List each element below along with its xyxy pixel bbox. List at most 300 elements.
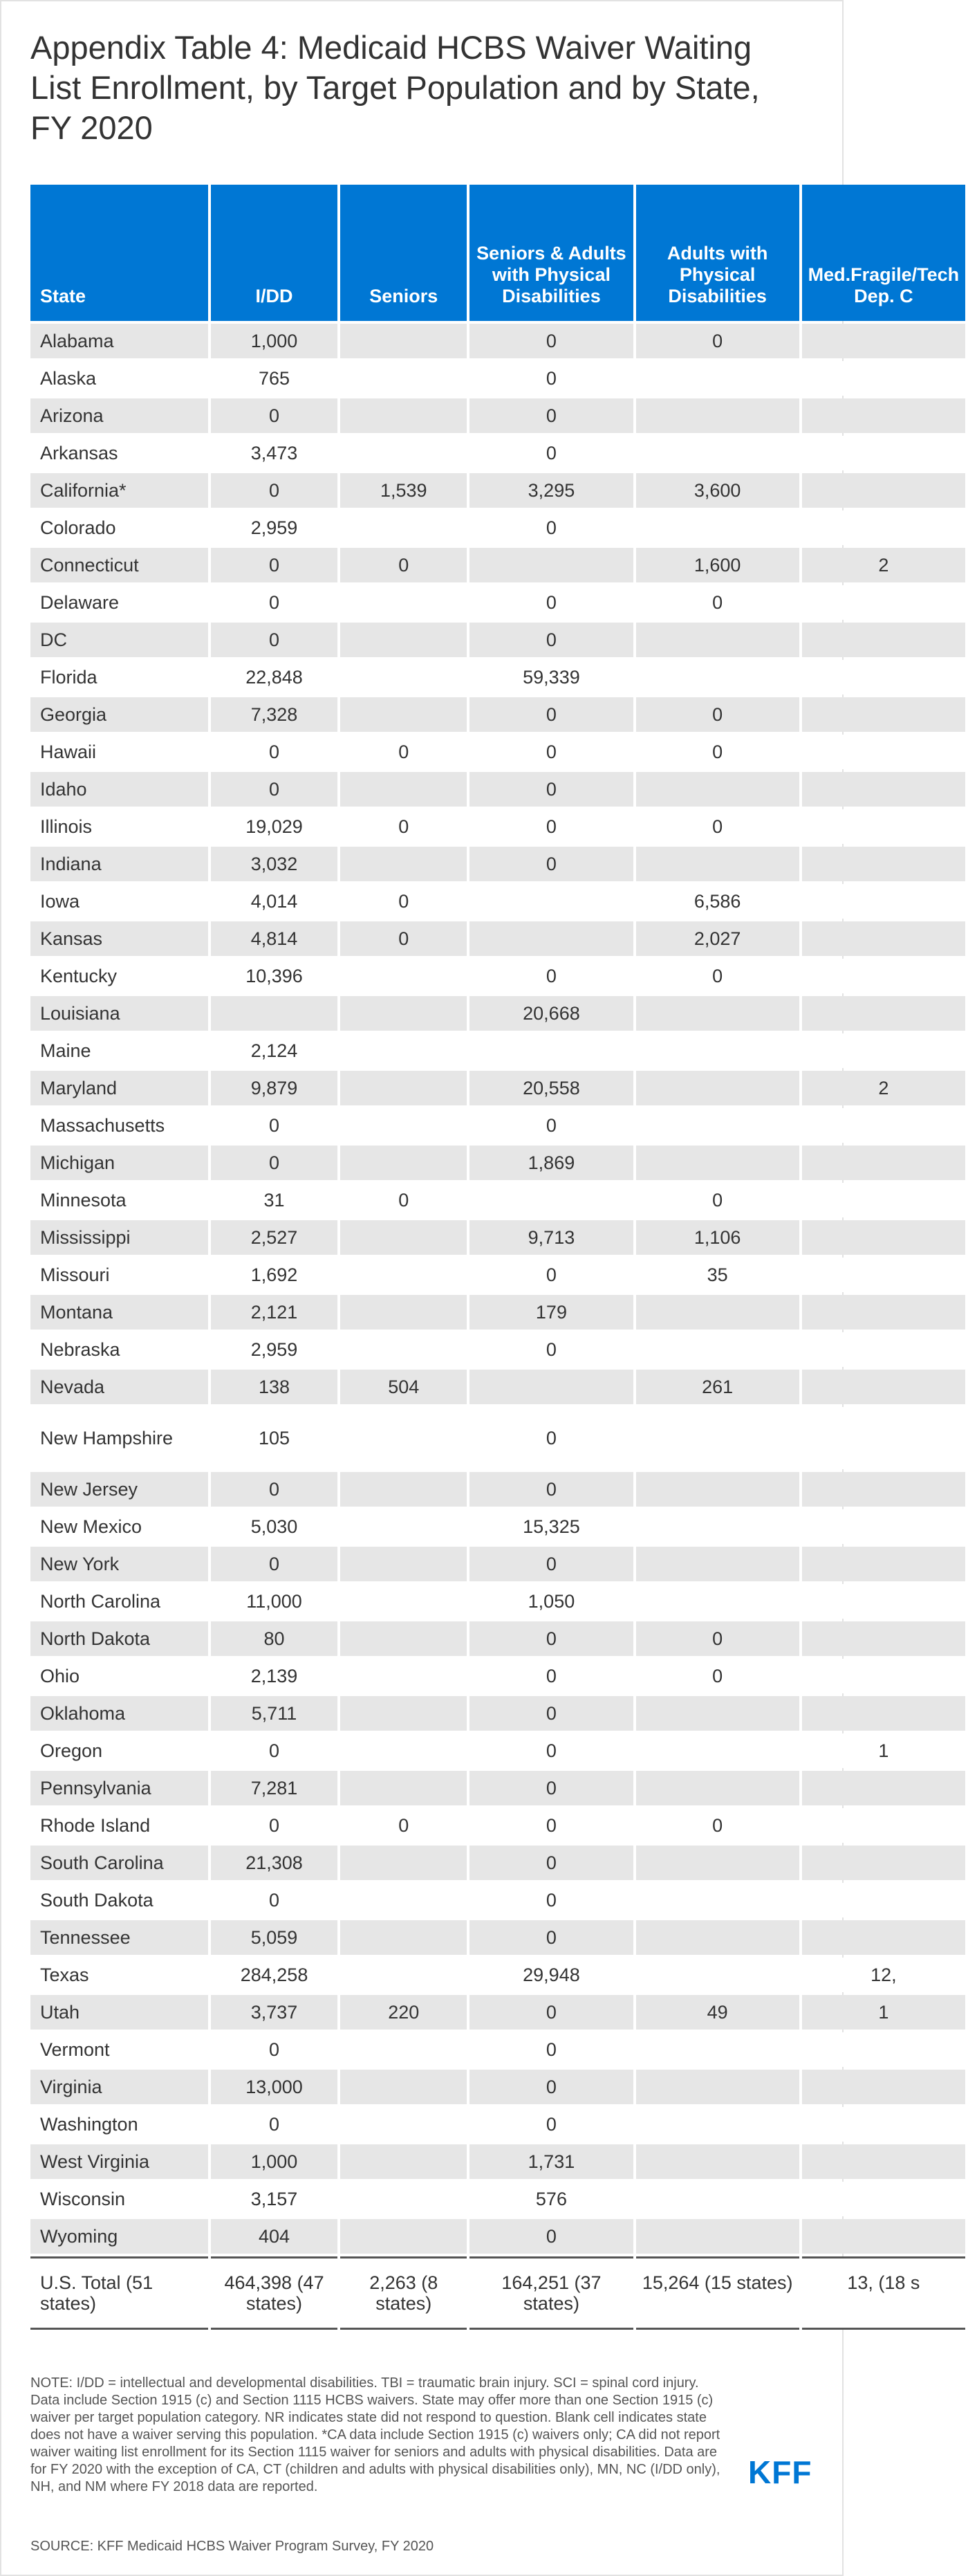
cell-med-fragile [802, 361, 965, 396]
cell-seniors [340, 660, 467, 694]
cell-idd: 13,000 [211, 2070, 337, 2104]
cell-idd: 4,814 [211, 921, 337, 956]
cell-adults-physical [636, 2107, 799, 2142]
table-row [30, 809, 965, 844]
cell-seniors-adults-physical: 0 [469, 1846, 633, 1880]
cell-med-fragile [802, 1108, 965, 1143]
cell-seniors [340, 510, 467, 545]
cell-state: Arizona [30, 398, 208, 433]
cell-med-fragile [802, 884, 965, 919]
cell-seniors [340, 2219, 467, 2254]
table-row [30, 1370, 965, 1404]
cell-state: North Carolina [30, 1584, 208, 1619]
cell-seniors [340, 2144, 467, 2179]
cell-adults-physical: 2,027 [636, 921, 799, 956]
cell-med-fragile [802, 510, 965, 545]
cell-idd: 0 [211, 772, 337, 807]
cell-med-fragile [802, 324, 965, 358]
cell-adults-physical [636, 1733, 799, 1768]
cell-state: Colorado [30, 510, 208, 545]
cell-seniors-adults-physical: 0 [469, 2107, 633, 2142]
cell-med-fragile [802, 1220, 965, 1255]
cell-idd: 19,029 [211, 809, 337, 844]
cell-seniors [340, 1407, 467, 1469]
cell-idd: 2,124 [211, 1033, 337, 1068]
cell-med-fragile [802, 660, 965, 694]
cell-seniors-adults-physical: 9,713 [469, 1220, 633, 1255]
cell-med-fragile [802, 1295, 965, 1330]
cell-med-fragile [802, 1920, 965, 1955]
cell-seniors [340, 1220, 467, 1255]
table-row [30, 2182, 965, 2216]
cell-state: Pennsylvania [30, 1771, 208, 1805]
cell-idd: 5,030 [211, 1509, 337, 1544]
cell-med-fragile [802, 1621, 965, 1656]
column-header-med-fragile: Med.Fragile/Tech Dep. C [802, 185, 965, 321]
cell-idd: 0 [211, 1108, 337, 1143]
cell-med-fragile [802, 1846, 965, 1880]
cell-state: Kentucky [30, 959, 208, 993]
cell-state: Connecticut [30, 548, 208, 582]
cell-med-fragile [802, 809, 965, 844]
total-cell-state: U.S. Total (51 states) [30, 2256, 208, 2330]
cell-seniors-adults-physical: 0 [469, 735, 633, 769]
cell-adults-physical [636, 1108, 799, 1143]
cell-state: West Virginia [30, 2144, 208, 2179]
cell-adults-physical [636, 2070, 799, 2104]
cell-med-fragile [802, 1332, 965, 1367]
cell-adults-physical: 35 [636, 1258, 799, 1292]
cell-state: Nebraska [30, 1332, 208, 1367]
cell-seniors [340, 1108, 467, 1143]
cell-state: Iowa [30, 884, 208, 919]
cell-idd: 3,032 [211, 847, 337, 881]
cell-med-fragile: 2 [802, 1071, 965, 1105]
cell-adults-physical [636, 1146, 799, 1180]
cell-med-fragile [802, 847, 965, 881]
cell-seniors [340, 1472, 467, 1507]
cell-med-fragile [802, 772, 965, 807]
cell-med-fragile [802, 585, 965, 620]
cell-state: New Hampshire [30, 1407, 208, 1469]
total-cell-seniors-adults-physical: 164,251 (37 states) [469, 2256, 633, 2330]
cell-seniors [340, 697, 467, 732]
cell-idd: 31 [211, 1183, 337, 1217]
cell-adults-physical: 3,600 [636, 473, 799, 508]
cell-state: Mississippi [30, 1220, 208, 1255]
cell-med-fragile [802, 1659, 965, 1693]
cell-seniors-adults-physical: 20,558 [469, 1071, 633, 1105]
cell-seniors-adults-physical: 0 [469, 1472, 633, 1507]
cell-med-fragile [802, 1183, 965, 1217]
cell-state: Delaware [30, 585, 208, 620]
cell-seniors [340, 2182, 467, 2216]
cell-seniors-adults-physical: 0 [469, 697, 633, 732]
cell-med-fragile [802, 1370, 965, 1404]
kff-logo: KFF [748, 2454, 812, 2490]
cell-adults-physical [636, 436, 799, 470]
cell-med-fragile [802, 2219, 965, 2254]
cell-med-fragile [802, 623, 965, 657]
total-cell-idd: 464,398 (47 states) [211, 2256, 337, 2330]
cell-seniors-adults-physical: 15,325 [469, 1509, 633, 1544]
table-row [30, 1033, 965, 1068]
cell-state: Idaho [30, 772, 208, 807]
cell-seniors-adults-physical: 20,668 [469, 996, 633, 1031]
cell-med-fragile [802, 2107, 965, 2142]
cell-seniors-adults-physical: 0 [469, 324, 633, 358]
cell-seniors: 0 [340, 1808, 467, 1843]
table-row [30, 548, 965, 582]
cell-adults-physical: 0 [636, 1808, 799, 1843]
cell-state: Washington [30, 2107, 208, 2142]
cell-med-fragile [802, 1258, 965, 1292]
cell-adults-physical [636, 1407, 799, 1469]
cell-med-fragile [802, 436, 965, 470]
cell-idd: 1,000 [211, 324, 337, 358]
cell-idd: 0 [211, 2032, 337, 2067]
table-row [30, 2070, 965, 2104]
cell-state: Maryland [30, 1071, 208, 1105]
table-row [30, 1146, 965, 1180]
cell-idd: 10,396 [211, 959, 337, 993]
cell-state: California* [30, 473, 208, 508]
cell-state: New Mexico [30, 1509, 208, 1544]
cell-idd: 0 [211, 548, 337, 582]
table-row [30, 1995, 965, 2030]
cell-adults-physical [636, 2219, 799, 2254]
cell-seniors: 0 [340, 884, 467, 919]
table-row [30, 1509, 965, 1544]
cell-seniors [340, 324, 467, 358]
cell-seniors [340, 1958, 467, 1992]
cell-seniors [340, 2070, 467, 2104]
cell-idd: 7,281 [211, 1771, 337, 1805]
cell-state: Georgia [30, 697, 208, 732]
table-row [30, 398, 965, 433]
cell-state: Illinois [30, 809, 208, 844]
cell-idd: 2,959 [211, 1332, 337, 1367]
table-row [30, 1332, 965, 1367]
cell-seniors [340, 996, 467, 1031]
cell-state: South Dakota [30, 1883, 208, 1917]
cell-state: Texas [30, 1958, 208, 1992]
column-header-state: State [30, 185, 208, 321]
cell-state: Nevada [30, 1370, 208, 1404]
cell-seniors-adults-physical: 0 [469, 809, 633, 844]
cell-seniors [340, 2107, 467, 2142]
table-row [30, 361, 965, 396]
table-row [30, 1696, 965, 1731]
cell-idd: 0 [211, 735, 337, 769]
cell-seniors [340, 1659, 467, 1693]
cell-seniors [340, 1584, 467, 1619]
cell-seniors-adults-physical [469, 1033, 633, 1068]
cell-seniors-adults-physical: 0 [469, 1995, 633, 2030]
cell-idd: 0 [211, 473, 337, 508]
cell-seniors-adults-physical: 0 [469, 772, 633, 807]
cell-seniors-adults-physical: 0 [469, 361, 633, 396]
cell-adults-physical [636, 2182, 799, 2216]
cell-med-fragile [802, 1883, 965, 1917]
cell-adults-physical [636, 772, 799, 807]
cell-seniors [340, 1547, 467, 1581]
table-row [30, 2032, 965, 2067]
cell-adults-physical: 0 [636, 1659, 799, 1693]
cell-state: Arkansas [30, 436, 208, 470]
cell-state: Alabama [30, 324, 208, 358]
table-row [30, 1547, 965, 1581]
cell-adults-physical: 6,586 [636, 884, 799, 919]
cell-seniors-adults-physical: 0 [469, 436, 633, 470]
cell-idd: 80 [211, 1621, 337, 1656]
cell-seniors: 0 [340, 809, 467, 844]
cell-idd: 11,000 [211, 1584, 337, 1619]
cell-med-fragile [802, 398, 965, 433]
cell-med-fragile [802, 921, 965, 956]
table-row [30, 510, 965, 545]
cell-adults-physical: 0 [636, 1183, 799, 1217]
cell-idd: 9,879 [211, 1071, 337, 1105]
cell-state: Oklahoma [30, 1696, 208, 1731]
table-row [30, 2219, 965, 2254]
cell-seniors-adults-physical: 0 [469, 1547, 633, 1581]
cell-idd: 2,959 [211, 510, 337, 545]
cell-adults-physical [636, 1696, 799, 1731]
cell-seniors [340, 959, 467, 993]
cell-seniors-adults-physical: 0 [469, 2032, 633, 2067]
cell-adults-physical: 0 [636, 1621, 799, 1656]
cell-seniors-adults-physical: 0 [469, 959, 633, 993]
page-title: Appendix Table 4: Medicaid HCBS Waiver Waiting List Enrollment, by Target Population and by State, FY 2020 [30, 29, 760, 146]
cell-state: Florida [30, 660, 208, 694]
cell-adults-physical [636, 1071, 799, 1105]
cell-idd: 5,711 [211, 1696, 337, 1731]
cell-idd: 0 [211, 1472, 337, 1507]
cell-seniors-adults-physical [469, 1370, 633, 1404]
table-row [30, 1771, 965, 1805]
cell-seniors-adults-physical: 0 [469, 1771, 633, 1805]
total-cell-med-fragile: 13, (18 s [802, 2256, 965, 2330]
cell-seniors-adults-physical [469, 921, 633, 956]
cell-seniors-adults-physical: 0 [469, 2070, 633, 2104]
table-notes: NOTE: I/DD = intellectual and developmental disabilities. TBI = traumatic brain injury. SCI = spinal cord injury. Data include Section 1915 (c) and Section 1115 HCBS waivers. State may offer more than one Section 1915 (c) waiver per target population category. NR indicates state did not respond to question. Blank cell indicates state does not have a waiver serving this population. *CA data include Section 1915 (c) waivers only; CA did not report waiver waiting list enrollment for its Section 1115 waiver for seniors and adults with physical disabilities. Data are for FY 2020 with the exception of CA, CT (children and adults with physical disabilities only), MN, NC (I/DD only), NH, and NM where FY 2018 data are reported. [30, 2375, 720, 2494]
table-row [30, 1407, 965, 1469]
cell-seniors [340, 772, 467, 807]
cell-idd: 3,473 [211, 436, 337, 470]
table-row [30, 2107, 965, 2142]
cell-med-fragile [802, 1146, 965, 1180]
cell-adults-physical [636, 1883, 799, 1917]
cell-idd: 22,848 [211, 660, 337, 694]
cell-seniors-adults-physical: 59,339 [469, 660, 633, 694]
cell-state: Maine [30, 1033, 208, 1068]
cell-seniors [340, 1295, 467, 1330]
cell-state: Ohio [30, 1659, 208, 1693]
cell-seniors-adults-physical: 1,050 [469, 1584, 633, 1619]
cell-adults-physical [636, 1509, 799, 1544]
table-row [30, 1883, 965, 1917]
cell-state: Oregon [30, 1733, 208, 1768]
cell-seniors-adults-physical [469, 884, 633, 919]
cell-idd: 0 [211, 1146, 337, 1180]
total-row [30, 2256, 965, 2330]
cell-seniors-adults-physical: 0 [469, 398, 633, 433]
table-row [30, 1220, 965, 1255]
cell-med-fragile [802, 1407, 965, 1469]
cell-idd: 284,258 [211, 1958, 337, 1992]
cell-seniors-adults-physical: 3,295 [469, 473, 633, 508]
cell-adults-physical: 261 [636, 1370, 799, 1404]
table-row [30, 921, 965, 956]
cell-med-fragile [802, 473, 965, 508]
cell-med-fragile [802, 2070, 965, 2104]
table-row [30, 1733, 965, 1768]
cell-idd: 0 [211, 1808, 337, 1843]
cell-seniors [340, 2032, 467, 2067]
cell-seniors-adults-physical: 0 [469, 510, 633, 545]
cell-adults-physical [636, 623, 799, 657]
cell-med-fragile [802, 1472, 965, 1507]
cell-idd: 0 [211, 1733, 337, 1768]
table-body [30, 324, 965, 2254]
cell-idd: 404 [211, 2219, 337, 2254]
cell-idd: 2,121 [211, 1295, 337, 1330]
cell-seniors-adults-physical: 0 [469, 623, 633, 657]
cell-seniors-adults-physical: 0 [469, 1108, 633, 1143]
cell-seniors-adults-physical: 576 [469, 2182, 633, 2216]
cell-idd: 1,692 [211, 1258, 337, 1292]
cell-seniors [340, 361, 467, 396]
cell-seniors [340, 1696, 467, 1731]
cell-state: Wisconsin [30, 2182, 208, 2216]
table-row [30, 585, 965, 620]
cell-idd: 4,014 [211, 884, 337, 919]
cell-seniors: 0 [340, 921, 467, 956]
cell-seniors [340, 398, 467, 433]
cell-seniors [340, 1771, 467, 1805]
table-row [30, 847, 965, 881]
table-row [30, 772, 965, 807]
cell-seniors [340, 1332, 467, 1367]
cell-seniors-adults-physical: 0 [469, 1733, 633, 1768]
cell-med-fragile: 2 [802, 548, 965, 582]
cell-state: Tennessee [30, 1920, 208, 1955]
cell-adults-physical [636, 1332, 799, 1367]
cell-med-fragile [802, 2182, 965, 2216]
table-row [30, 884, 965, 919]
cell-seniors-adults-physical: 179 [469, 1295, 633, 1330]
cell-state: Louisiana [30, 996, 208, 1031]
cell-seniors-adults-physical: 0 [469, 1883, 633, 1917]
cell-adults-physical [636, 2144, 799, 2179]
cell-seniors-adults-physical: 29,948 [469, 1958, 633, 1992]
cell-seniors [340, 1846, 467, 1880]
cell-adults-physical: 1,106 [636, 1220, 799, 1255]
cell-seniors-adults-physical: 0 [469, 847, 633, 881]
cell-adults-physical: 1,600 [636, 548, 799, 582]
table-source: SOURCE: KFF Medicaid HCBS Waiver Program Survey, FY 2020 [30, 2539, 434, 2554]
waiting-list-table [28, 182, 968, 2333]
cell-seniors [340, 436, 467, 470]
cell-seniors: 1,539 [340, 473, 467, 508]
column-header-seniors: Seniors [340, 185, 467, 321]
cell-seniors-adults-physical: 0 [469, 1696, 633, 1731]
cell-med-fragile [802, 1547, 965, 1581]
cell-state: North Dakota [30, 1621, 208, 1656]
cell-idd: 138 [211, 1370, 337, 1404]
cell-seniors-adults-physical: 0 [469, 2219, 633, 2254]
table-row [30, 1258, 965, 1292]
table-row [30, 1071, 965, 1105]
cell-adults-physical [636, 1033, 799, 1068]
cell-idd: 0 [211, 1547, 337, 1581]
cell-idd: 2,139 [211, 1659, 337, 1693]
cell-adults-physical [636, 1584, 799, 1619]
column-header-seniors-adults-physical: Seniors & Adults with Physical Disabilities [469, 185, 633, 321]
cell-seniors-adults-physical: 0 [469, 585, 633, 620]
cell-med-fragile: 1 [802, 1995, 965, 2030]
cell-med-fragile [802, 1771, 965, 1805]
cell-state: Wyoming [30, 2219, 208, 2254]
cell-state: Vermont [30, 2032, 208, 2067]
cell-seniors: 0 [340, 1183, 467, 1217]
cell-adults-physical: 0 [636, 324, 799, 358]
table-container [30, 185, 960, 2335]
cell-seniors [340, 1920, 467, 1955]
cell-seniors [340, 1509, 467, 1544]
cell-med-fragile [802, 1509, 965, 1544]
cell-adults-physical [636, 996, 799, 1031]
cell-adults-physical [636, 1920, 799, 1955]
cell-idd: 105 [211, 1407, 337, 1469]
cell-seniors-adults-physical [469, 548, 633, 582]
cell-seniors [340, 1071, 467, 1105]
total-cell-adults-physical: 15,264 (15 states) [636, 2256, 799, 2330]
cell-idd: 0 [211, 1883, 337, 1917]
table-row [30, 436, 965, 470]
table-row [30, 1808, 965, 1843]
table-row [30, 1920, 965, 1955]
column-header-idd: I/DD [211, 185, 337, 321]
cell-state: Michigan [30, 1146, 208, 1180]
cell-state: Utah [30, 1995, 208, 2030]
cell-med-fragile [802, 996, 965, 1031]
cell-seniors: 220 [340, 1995, 467, 2030]
cell-adults-physical [636, 1846, 799, 1880]
cell-state: Kansas [30, 921, 208, 956]
cell-med-fragile [802, 959, 965, 993]
table-row [30, 623, 965, 657]
cell-state: Minnesota [30, 1183, 208, 1217]
table-row [30, 959, 965, 993]
table-row [30, 324, 965, 358]
table-row [30, 1108, 965, 1143]
table-row [30, 735, 965, 769]
cell-seniors [340, 1883, 467, 1917]
cell-adults-physical: 0 [636, 809, 799, 844]
table-row [30, 1584, 965, 1619]
cell-adults-physical [636, 1958, 799, 1992]
cell-idd: 7,328 [211, 697, 337, 732]
cell-seniors [340, 847, 467, 881]
table-row [30, 1846, 965, 1880]
cell-idd: 3,157 [211, 2182, 337, 2216]
cell-seniors: 504 [340, 1370, 467, 1404]
cell-state: Montana [30, 1295, 208, 1330]
cell-idd: 2,527 [211, 1220, 337, 1255]
cell-state: Missouri [30, 1258, 208, 1292]
